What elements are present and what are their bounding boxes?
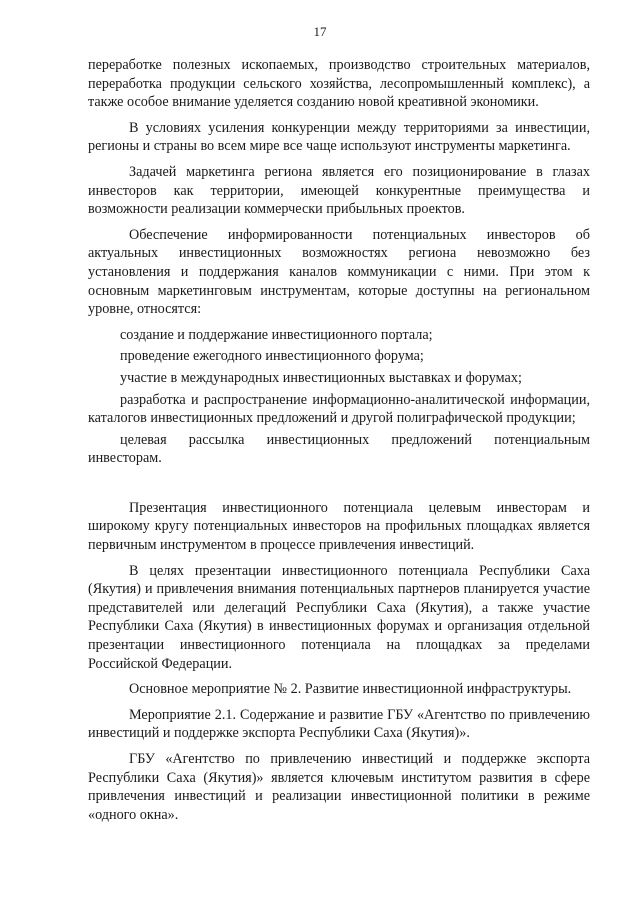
page-number: 17 xyxy=(313,24,327,39)
paragraph-continuation: переработке полезных ископаемых, производство строительных материалов, переработка продукции сельского хозяйства, лесопромышленный комплекс), а также особое внимание уделяется созданию новой креативной экономики. xyxy=(88,57,590,111)
paragraph-agency: ГБУ «Агентство по привлечению инвестиций и поддержке экспорта Республики Саха (Якутия)» является ключевым институтом развития в сфере привлечения инвестиций и реализации инвестиционной политики в режиме «одного окна». xyxy=(88,751,590,823)
list-item: целевая рассылка инвестиционных предложений потенциальным инвесторам. xyxy=(88,431,590,467)
paragraph-competition: В условиях усиления конкуренции между территориями за инвестиции, регионы и страны во всем мире все чаще используют инструменты маркетинга. xyxy=(88,119,590,155)
marketing-tools-list xyxy=(88,326,590,468)
section-gap xyxy=(88,475,590,499)
paragraph-event-2-1: Мероприятие 2.1. Содержание и развитие ГБУ «Агентство по привлечению инвестиций и поддержке экспорта Республики Саха (Якутия)». xyxy=(88,706,590,742)
paragraph-presentation: Презентация инвестиционного потенциала целевым инвесторам и широкому кругу потенциальных инвесторов на профильных площадках является первичным инструментом в процессе привлечения инвестиций. xyxy=(88,499,590,554)
list-item: проведение ежегодного инвестиционного форума; xyxy=(120,348,424,365)
list-item: разработка и распространение информационно-аналитической информации, каталогов инвестиционных предложений и другой полиграфической продукции; xyxy=(88,391,590,427)
paragraph-marketing-task: Задачей маркетинга региона является его позиционирование в глазах инвесторов как территории, имеющей конкурентные преимущества и возможности реализации коммерчески прибыльных проектов. xyxy=(88,163,590,218)
paragraph-presentation-goals: В целях презентации инвестиционного потенциала Республики Саха (Якутия) и привлечения внимания потенциальных партнеров планируется участие представителей или делегаций Республики Саха (Якутия), а также участие Республики Саха (Якутия) в инвестиционных форумах и организация отдельной презентации инвестиционного потенциала на площадках за пределами Российской Федерации. xyxy=(88,562,590,672)
paragraph-investor-awareness: Обеспечение информированности потенциальных инвесторов об актуальных инвестиционных возможностях региона невозможно без установления и поддержания каналов коммуникации с ними. При этом к основным маркетинговым инструментам, которые доступны на региональном уровне, относятся: xyxy=(88,226,590,318)
document-body xyxy=(88,56,590,831)
list-item: создание и поддержание инвестиционного портала; xyxy=(120,326,433,343)
paragraph-main-event-2: Основное мероприятие № 2. Развитие инвестиционной инфраструктуры. xyxy=(129,681,572,698)
list-item: участие в международных инвестиционных выставках и форумах; xyxy=(120,369,522,386)
